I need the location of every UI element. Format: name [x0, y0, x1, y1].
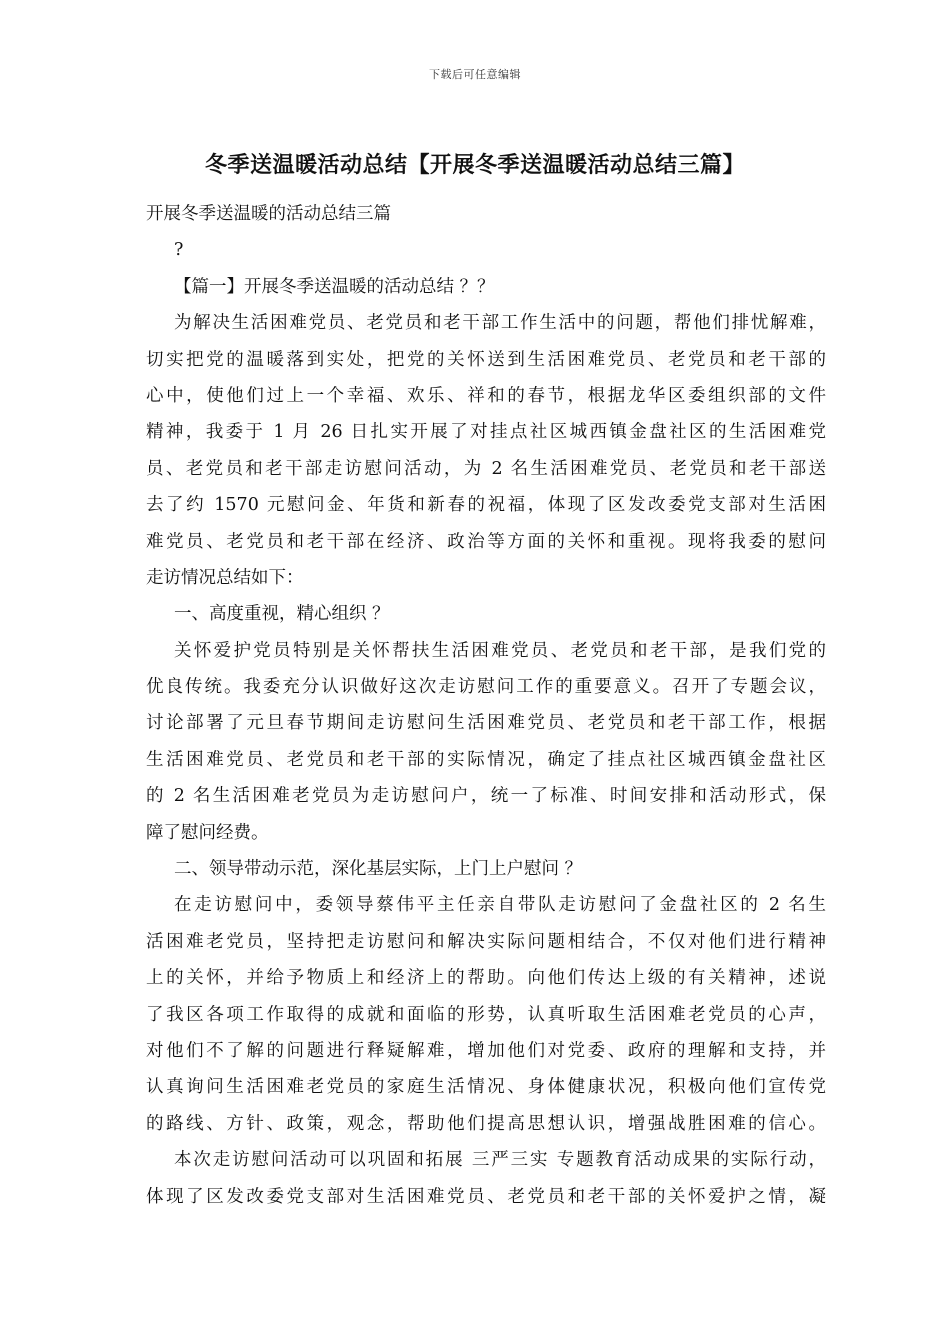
text-line: 关怀爱护党员特别是关怀帮扶生活困难党员、老党员和老干部，是我们党的 [174, 640, 826, 661]
text-line: 障了慰问经费。 [146, 822, 269, 843]
text-line: 去了约 1570 元慰问金、年货和新春的祝福，体现了区发改委党支部对生活困 [146, 495, 826, 516]
text-line: 本次走访慰问活动可以巩固和拓展 三严三实 专题教育活动成果的实际行动， [174, 1150, 826, 1171]
text-line: 在走访慰问中，委领导蔡伟平主任亲自带队走访慰问了金盘社区的 2 名生 [174, 895, 826, 916]
text-line: 优良传统。我委充分认识做好这次走访慰问工作的重要意义。召开了专题会议， [146, 677, 826, 698]
document-title: 冬季送温暖活动总结【开展冬季送温暖活动总结三篇】 [204, 152, 745, 178]
text-line: 生活困难党员、老党员和老干部的实际情况，确定了挂点社区城西镇金盘社区 [146, 749, 826, 770]
text-line: 二、领导带动示范，深化基层实际，上门上户慰问 ？ [174, 859, 583, 880]
text-line: 员、老党员和老干部走访慰问活动，为 2 名生活困难党员、老党员和老干部送 [146, 458, 826, 479]
document-body [146, 196, 826, 1215]
text-line: 对他们不了解的问题进行释疑解难，增加他们对党委、政府的理解和支持，并 [146, 1040, 826, 1061]
text-line: 上的关怀，并给予物质上和经济上的帮助。向他们传达上级的有关精神，述说 [146, 968, 826, 989]
text-line: 体现了区发改委党支部对生活困难党员、老党员和老干部的关怀爱护之情，凝 [146, 1186, 826, 1207]
text-line: 为解决生活困难党员、老党员和老干部工作生活中的问题，帮他们排忧解难， [174, 313, 826, 334]
text-line: 活困难老党员，坚持把走访慰问和解决实际问题相结合，不仅对他们进行精神 [146, 931, 826, 952]
text-line: 切实把党的温暖落到实处，把党的关怀送到生活困难党员、老党员和老干部的 [146, 349, 826, 370]
text-line: 心中，使他们过上一个幸福、欢乐、祥和的春节，根据龙华区委组织部的文件 [146, 385, 826, 406]
text-line: 【篇一】开展冬季送温暖的活动总结 ？？ [174, 276, 495, 297]
text-line: ? [174, 240, 184, 261]
header-note: 下载后可任意编辑 [429, 68, 521, 81]
text-line: 的 2 名生活困难老党员为走访慰问户，统一了标准、时间安排和活动形式，保 [146, 786, 826, 807]
text-line: 走访情况总结如下： [146, 567, 304, 588]
text-line: 了我区各项工作取得的成就和面临的形势，认真听取生活困难老党员的心声， [146, 1004, 826, 1025]
text-line: 精神，我委于 1 月 26 日扎实开展了对挂点社区城西镇金盘社区的生活困难党 [146, 422, 826, 443]
text-line: 难党员、老党员和老干部在经济、政治等方面的关怀和重视。现将我委的慰问 [146, 531, 826, 552]
text-line: 认真询问生活困难老党员的家庭生活情况、身体健康状况，积极向他们宣传党 [146, 1077, 826, 1098]
text-line: 开展冬季送温暖的活动总结三篇 [146, 204, 391, 224]
text-line: 讨论部署了元旦春节期间走访慰问生活困难党员、老党员和老干部工作，根据 [146, 713, 826, 734]
text-line: 一、高度重视，精心组织 ？ [174, 604, 390, 625]
text-line: 的路线、方针、政策，观念，帮助他们提高思想认识，增强战胜困难的信心。 [146, 1113, 826, 1134]
